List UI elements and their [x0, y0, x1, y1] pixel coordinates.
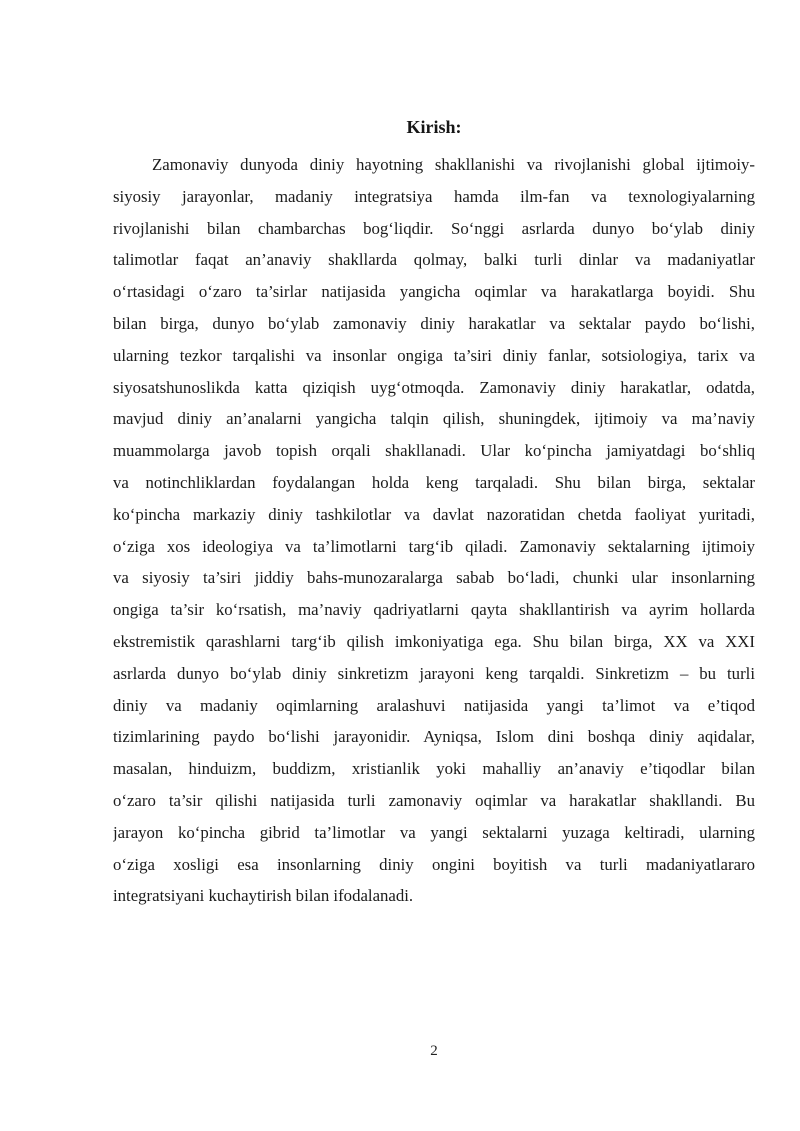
paragraph-line: mavjud diniy an’analarni yangicha talqin qilish, shuningdek, ijtimoiy va ma’naviy: [113, 409, 755, 429]
paragraph-line: bilan birga, dunyo bo‘ylab zamonaviy diniy harakatlar va sektalar paydo bo‘lishi,: [113, 313, 755, 333]
paragraph-line: siyosiy jarayonlar, madaniy integratsiya hamda ilm-fan va texnologiyalarning: [113, 186, 755, 206]
paragraph-line: o‘rtasidagi o‘zaro ta’sirlar natijasida yangicha oqimlar va harakatlarga boyidi. Shu: [113, 282, 755, 302]
paragraph-line: asrlarda dunyo bo‘ylab diniy sinkretizm jarayoni keng tarqaldi. Sinkretizm – bu turli: [113, 663, 755, 683]
paragraph-line: tizimlarining paydo bo‘lishi jarayonidir. Ayniqsa, Islom dini boshqa diniy aqidalar,: [113, 727, 755, 747]
section-title: Kirish:: [406, 117, 462, 137]
page-number: 2: [430, 1043, 438, 1059]
paragraph-line: ongiga ta’sir ko‘rsatish, ma’naviy qadriyatlarni qayta shakllantirish va ayrim hollarda: [113, 600, 755, 620]
paragraph-line: siyosatshunoslikda katta qiziqish uyg‘otmoqda. Zamonaviy diniy harakatlar, odatda,: [113, 377, 755, 397]
paragraph-line: ekstremistik qarashlarni targ‘ib qilish imkoniyatiga ega. Shu bilan birga, XX va XXI: [113, 631, 755, 651]
paragraph-line: masalan, hinduizm, buddizm, xristianlik yoki mahalliy an’anaviy e’tiqodlar bilan: [113, 759, 755, 779]
paragraph-line: jarayon ko‘pincha gibrid ta’limotlar va yangi sektalarni yuzaga keltiradi, ularning: [113, 822, 755, 842]
paragraph-line: integratsiyani kuchaytirish bilan ifodalanadi.: [113, 886, 414, 906]
paragraph-line: Zamonaviy dunyoda diniy hayotning shakllanishi va rivojlanishi global ijtimoiy-: [152, 155, 755, 174]
paragraph-line: o‘zaro ta’sir qilishi natijasida turli zamonaviy oqimlar va harakatlar shakllandi. Bu: [113, 790, 755, 810]
paragraph-line: ko‘pincha markaziy diniy tashkilotlar va davlat nazoratidan chetda faoliyat yuritadi,: [113, 504, 755, 524]
document-page: [113, 0, 755, 1131]
paragraph-line: diniy va madaniy oqimlarning aralashuvi natijasida yangi ta’limot va e’tiqod: [113, 695, 755, 715]
paragraph-line: ularning tezkor tarqalishi va insonlar ongiga ta’siri diniy fanlar, sotsiologiya, tarix va: [113, 345, 755, 365]
paragraph-line: talimotlar faqat an’anaviy shakllarda qolmay, balki turli dinlar va madaniyatlar: [113, 250, 755, 270]
paragraph-line: muammolarga javob topish orqali shakllanadi. Ular ko‘pincha jamiyatdagi bo‘shliq: [113, 441, 755, 461]
paragraph-line: o‘ziga xos ideologiya va ta’limotlarni targ‘ib qiladi. Zamonaviy sektalarning ijtimoiy: [113, 536, 755, 556]
paragraph-line: va notinchliklardan foydalangan holda keng tarqaladi. Shu bilan birga, sektalar: [113, 472, 755, 492]
paragraph-line: rivojlanishi bilan chambarchas bog‘liqdir. So‘nggi asrlarda dunyo bo‘ylab diniy: [113, 218, 755, 238]
paragraph-line: o‘ziga xosligi esa insonlarning diniy ongini boyitish va turli madaniyatlararo: [113, 854, 755, 874]
intro-paragraph: [113, 149, 755, 912]
paragraph-line: va siyosiy ta’siri jiddiy bahs-munozaralarga sabab bo‘ladi, chunki ular insonlarning: [113, 568, 755, 588]
